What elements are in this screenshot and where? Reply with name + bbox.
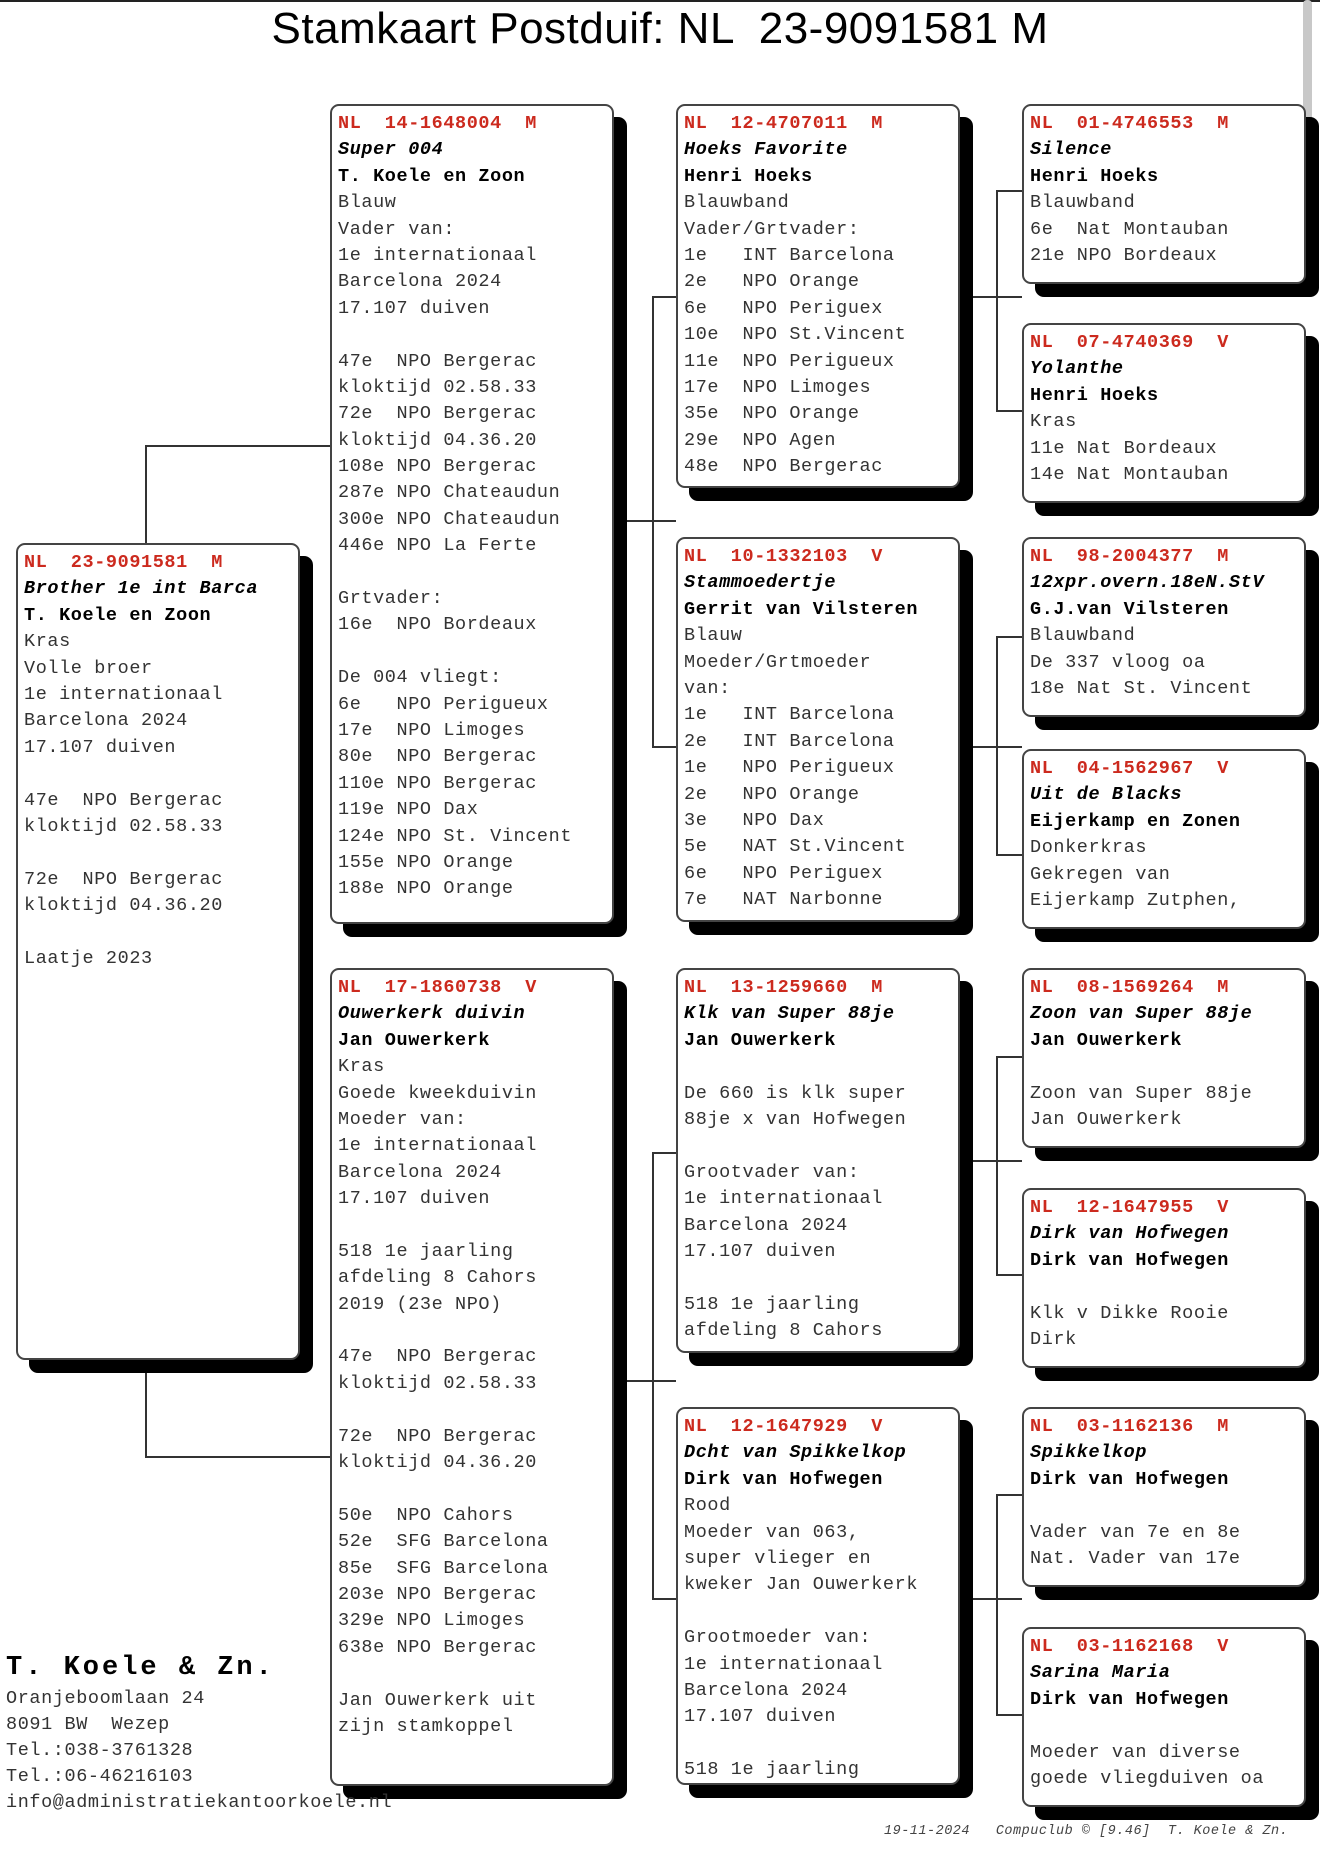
result-line: Nat. Vader van 17e [1030, 1547, 1241, 1569]
result-line [338, 639, 612, 665]
result-line: 518 1e jaarling [684, 1293, 860, 1315]
result-line: Kras [338, 1056, 385, 1078]
result-line: 85e SFG Barcelona [338, 1557, 549, 1579]
result-line: 1e INT Barcelona [684, 244, 895, 266]
breeder-address-block [6, 1650, 392, 1816]
address-street: Oranjeboomlaan 24 [6, 1688, 205, 1709]
owner-name: Eijerkamp en Zonen [1030, 810, 1241, 832]
result-line: 17e NPO Limoges [684, 376, 872, 398]
result-line: 3e NPO Dax [684, 809, 825, 831]
ring-number: NL 08-1569264 M [1030, 977, 1229, 998]
result-line: 119e NPO Dax [338, 799, 479, 821]
result-line: Barcelona 2024 [684, 1679, 848, 1701]
result-line: 17.107 duiven [338, 297, 491, 319]
result-line: Zoon van Super 88je [1030, 1082, 1253, 1104]
pigeon-name: Zoon van Super 88je [1030, 1003, 1253, 1025]
result-line: 17.107 duiven [684, 1706, 837, 1728]
result-line: 72e NPO Bergerac [338, 1425, 537, 1447]
result-line: 5e NAT St.Vincent [684, 836, 907, 858]
result-line: De 337 vloog oa [1030, 651, 1206, 673]
result-line [338, 1397, 612, 1423]
ring-number: NL 23-9091581 M [24, 552, 223, 573]
result-line: 1e internationaal [338, 244, 537, 266]
owner-name: Gerrit van Vilsteren [684, 598, 919, 620]
owner-name: Dirk van Hofwegen [684, 1468, 883, 1490]
ring-number: NL 12-1647929 V [684, 1416, 883, 1437]
result-line [684, 1599, 958, 1625]
result-line [24, 761, 298, 787]
ring-number: NL 14-1648004 M [338, 113, 537, 134]
owner-name: Dirk van Hofwegen [1030, 1688, 1229, 1710]
result-line: 155e NPO Orange [338, 851, 514, 873]
ring-number: NL 07-4740369 V [1030, 332, 1229, 353]
result-line [338, 560, 612, 586]
result-line: van: [684, 677, 731, 699]
result-line: 1e internationaal [338, 1135, 537, 1157]
card-fm-father[interactable] [1022, 537, 1306, 717]
result-line: Moeder van 063, [684, 1521, 860, 1543]
email[interactable]: info@administratiekantoorkoele.nl [6, 1792, 393, 1813]
card-mm-mother[interactable] [1022, 1627, 1306, 1807]
result-line [1030, 1274, 1304, 1300]
result-line: 80e NPO Bergerac [338, 746, 537, 768]
result-line: 11e Nat Bordeaux [1030, 437, 1218, 459]
phone-2: Tel.:06-46216103 [6, 1766, 194, 1787]
result-line: Vader van: [338, 218, 456, 240]
result-line [338, 1213, 612, 1239]
owner-name: Jan Ouwerkerk [1030, 1029, 1183, 1051]
pigeon-name: Ouwerkerk duivin [338, 1003, 526, 1025]
result-line: 518 1e jaarling [338, 1240, 514, 1262]
result-line: Barcelona 2024 [338, 271, 502, 293]
result-line: Rood [684, 1495, 731, 1517]
breeder-name: T. Koele & Zn. [6, 1653, 275, 1683]
card-ff-mother[interactable] [1022, 323, 1306, 503]
result-line: Kras [24, 631, 71, 653]
result-line [1030, 1713, 1304, 1739]
result-line: 1e NPO Perigueux [684, 757, 895, 779]
ring-number: NL 04-1562967 V [1030, 758, 1229, 779]
ring-number: NL 01-4746553 M [1030, 113, 1229, 134]
card-mother-mother[interactable] [676, 1407, 960, 1785]
result-line: 47e NPO Bergerac [338, 350, 537, 372]
result-line: Moeder van: [338, 1108, 467, 1130]
owner-name: G.J.van Vilsteren [1030, 598, 1229, 620]
owner-name: Henri Hoeks [1030, 165, 1159, 187]
result-line: 6e NPO Periguex [684, 862, 883, 884]
result-line: Barcelona 2024 [338, 1161, 502, 1183]
result-line: Blauw [684, 625, 743, 647]
pigeon-name: Silence [1030, 139, 1112, 161]
card-mf-mother[interactable] [1022, 1188, 1306, 1368]
result-line: 72e NPO Bergerac [338, 403, 537, 425]
result-line [338, 322, 612, 348]
result-line: afdeling 8 Cahors [684, 1320, 883, 1342]
result-line: 17.107 duiven [684, 1240, 837, 1262]
result-line: kloktijd 04.36.20 [24, 895, 223, 917]
result-line: kloktijd 02.58.33 [338, 376, 537, 398]
result-line: kloktijd 02.58.33 [24, 815, 223, 837]
result-line: 329e NPO Limoges [338, 1610, 526, 1632]
result-line [24, 919, 298, 945]
pigeon-name: Hoeks Favorite [684, 139, 848, 161]
card-father-mother[interactable] [676, 537, 960, 922]
owner-name: Dirk van Hofwegen [1030, 1249, 1229, 1271]
ring-number: NL 10-1332103 V [684, 546, 883, 567]
result-line: Blauwband [1030, 625, 1136, 647]
result-line [1030, 1054, 1304, 1080]
ring-number: NL 12-1647955 V [1030, 1197, 1229, 1218]
result-line [684, 1731, 958, 1757]
result-line: Kras [1030, 411, 1077, 433]
result-line: 10e NPO St.Vincent [684, 324, 907, 346]
owner-name: Dirk van Hofwegen [1030, 1468, 1229, 1490]
result-line: 2e INT Barcelona [684, 730, 895, 752]
result-line: Blauwband [1030, 192, 1136, 214]
result-line: 52e SFG Barcelona [338, 1531, 549, 1553]
result-line: Gekregen van [1030, 863, 1171, 885]
result-line: 1e internationaal [24, 683, 223, 705]
result-line: 6e NPO Periguex [684, 297, 883, 319]
result-line: 446e NPO La Ferte [338, 535, 537, 557]
result-line: 47e NPO Bergerac [338, 1346, 537, 1368]
result-line: Eijerkamp Zutphen, [1030, 889, 1241, 911]
result-line: 17.107 duiven [338, 1188, 491, 1210]
result-line [684, 1054, 958, 1080]
owner-name: T. Koele en Zoon [338, 165, 526, 187]
pigeon-name: Yolanthe [1030, 358, 1124, 380]
phone-1: Tel.:038-3761328 [6, 1740, 194, 1761]
owner-name: Jan Ouwerkerk [684, 1029, 837, 1051]
card-main[interactable] [16, 543, 300, 1360]
result-line: 16e NPO Bordeaux [338, 614, 537, 636]
result-line: Vader van 7e en 8e [1030, 1521, 1241, 1543]
result-line: De 660 is klk super [684, 1082, 907, 1104]
result-line: De 004 vliegt: [338, 667, 502, 689]
result-line: Barcelona 2024 [684, 1214, 848, 1236]
result-line: Vader/Grtvader: [684, 218, 860, 240]
result-line: 124e NPO St. Vincent [338, 825, 573, 847]
pigeon-name: Spikkelkop [1030, 1442, 1148, 1464]
result-line: 50e NPO Cahors [338, 1504, 514, 1526]
result-line: Jan Ouwerkerk [1030, 1108, 1183, 1130]
pigeon-name: Klk van Super 88je [684, 1003, 895, 1025]
card-mother-father[interactable] [676, 968, 960, 1353]
result-line: 1e INT Barcelona [684, 704, 895, 726]
result-line: 17e NPO Limoges [338, 719, 526, 741]
result-line: 2019 (23e NPO) [338, 1293, 502, 1315]
owner-name: Henri Hoeks [684, 165, 813, 187]
result-line: 2e NPO Orange [684, 783, 860, 805]
owner-name: Jan Ouwerkerk [338, 1029, 491, 1051]
result-line: 29e NPO Agen [684, 429, 837, 451]
result-line [1030, 1493, 1304, 1519]
result-line: Blauwband [684, 192, 790, 214]
result-line: 188e NPO Orange [338, 878, 514, 900]
result-line: Blauw [338, 192, 397, 214]
result-line [684, 1133, 958, 1159]
result-line: 203e NPO Bergerac [338, 1583, 537, 1605]
result-line: 108e NPO Bergerac [338, 456, 537, 478]
result-line: Moeder/Grtmoeder [684, 651, 872, 673]
result-line: afdeling 8 Cahors [338, 1267, 537, 1289]
ring-number: NL 12-4707011 M [684, 113, 883, 134]
result-line: kweker Jan Ouwerkerk [684, 1574, 919, 1596]
card-father[interactable] [330, 104, 614, 924]
result-line: 88je x van Hofwegen [684, 1108, 907, 1130]
result-line: Grootmoeder van: [684, 1627, 872, 1649]
result-line [24, 840, 298, 866]
pigeon-name: Brother 1e int Barca [24, 578, 259, 600]
result-line: kloktijd 04.36.20 [338, 429, 537, 451]
result-line: 300e NPO Chateaudun [338, 508, 561, 530]
card-mm-father[interactable] [1022, 1407, 1306, 1587]
result-line: goede vliegduiven oa [1030, 1767, 1265, 1789]
result-line: 287e NPO Chateaudun [338, 482, 561, 504]
pigeon-name: Sarina Maria [1030, 1662, 1171, 1684]
owner-name: Henri Hoeks [1030, 384, 1159, 406]
result-line: 47e NPO Bergerac [24, 789, 223, 811]
address-city: 8091 BW Wezep [6, 1714, 170, 1735]
ring-number: NL 03-1162168 V [1030, 1636, 1229, 1657]
result-line: 110e NPO Bergerac [338, 772, 537, 794]
owner-name: T. Koele en Zoon [24, 604, 212, 626]
result-line: 21e NPO Bordeaux [1030, 244, 1218, 266]
result-line: Moeder van diverse [1030, 1741, 1241, 1763]
footer-print-info: 19-11-2024 Compuclub © [9.46] T. Koele & Zn. [884, 1824, 1289, 1839]
ring-number: NL 17-1860738 V [338, 977, 537, 998]
page-title: Stamkaart Postduif: NL 23-9091581 M [271, 4, 1049, 53]
ring-number: NL 98-2004377 M [1030, 546, 1229, 567]
result-line: 7e NAT Narbonne [684, 889, 883, 911]
result-line: Barcelona 2024 [24, 710, 188, 732]
result-line: Klk v Dikke Rooie [1030, 1302, 1229, 1324]
result-line: 2e NPO Orange [684, 271, 860, 293]
card-mf-father[interactable] [1022, 968, 1306, 1148]
ring-number: NL 03-1162136 M [1030, 1416, 1229, 1437]
result-line [684, 1265, 958, 1291]
pigeon-name: Dcht van Spikkelkop [684, 1442, 907, 1464]
result-line: kloktijd 04.36.20 [338, 1452, 537, 1474]
result-line: 17.107 duiven [24, 736, 177, 758]
top-border [0, 0, 1320, 2]
pigeon-name: Dirk van Hofwegen [1030, 1223, 1229, 1245]
result-line: Grootvader van: [684, 1161, 860, 1183]
result-line: 6e Nat Montauban [1030, 218, 1229, 240]
result-line: Grtvader: [338, 588, 444, 610]
pigeon-name: Stammoedertje [684, 572, 837, 594]
card-ff-father[interactable] [1022, 104, 1306, 284]
result-line: kloktijd 02.58.33 [338, 1372, 537, 1394]
result-line: 11e NPO Perigueux [684, 350, 895, 372]
result-line: Volle broer [24, 657, 153, 679]
result-line: 638e NPO Bergerac [338, 1636, 537, 1658]
ring-number: NL 13-1259660 M [684, 977, 883, 998]
pigeon-name: Super 004 [338, 139, 444, 161]
result-line: 18e Nat St. Vincent [1030, 677, 1253, 699]
result-line: 1e internationaal [684, 1653, 883, 1675]
pigeon-name: 12xpr.overn.18eN.StV [1030, 572, 1265, 594]
result-line: Dirk [1030, 1328, 1077, 1350]
result-line: Goede kweekduivin [338, 1082, 537, 1104]
result-line: Laatje 2023 [24, 947, 153, 969]
result-line: 1e internationaal [684, 1188, 883, 1210]
result-line: zijn stamkoppel [338, 1715, 514, 1737]
result-line: 6e NPO Perigueux [338, 693, 549, 715]
result-line: 35e NPO Orange [684, 403, 860, 425]
card-fm-mother[interactable] [1022, 749, 1306, 929]
card-father-father[interactable] [676, 104, 960, 488]
result-line [338, 1476, 612, 1502]
result-line: 14e Nat Montauban [1030, 463, 1229, 485]
result-line: Jan Ouwerkerk uit [338, 1689, 537, 1711]
result-line: 48e NPO Bergerac [684, 456, 883, 478]
result-line: 518 1e jaarling [684, 1759, 860, 1781]
result-line: Donkerkras [1030, 837, 1148, 859]
pigeon-name: Uit de Blacks [1030, 784, 1183, 806]
result-line: 72e NPO Bergerac [24, 868, 223, 890]
result-line [338, 1318, 612, 1344]
result-line: super vlieger en [684, 1547, 872, 1569]
